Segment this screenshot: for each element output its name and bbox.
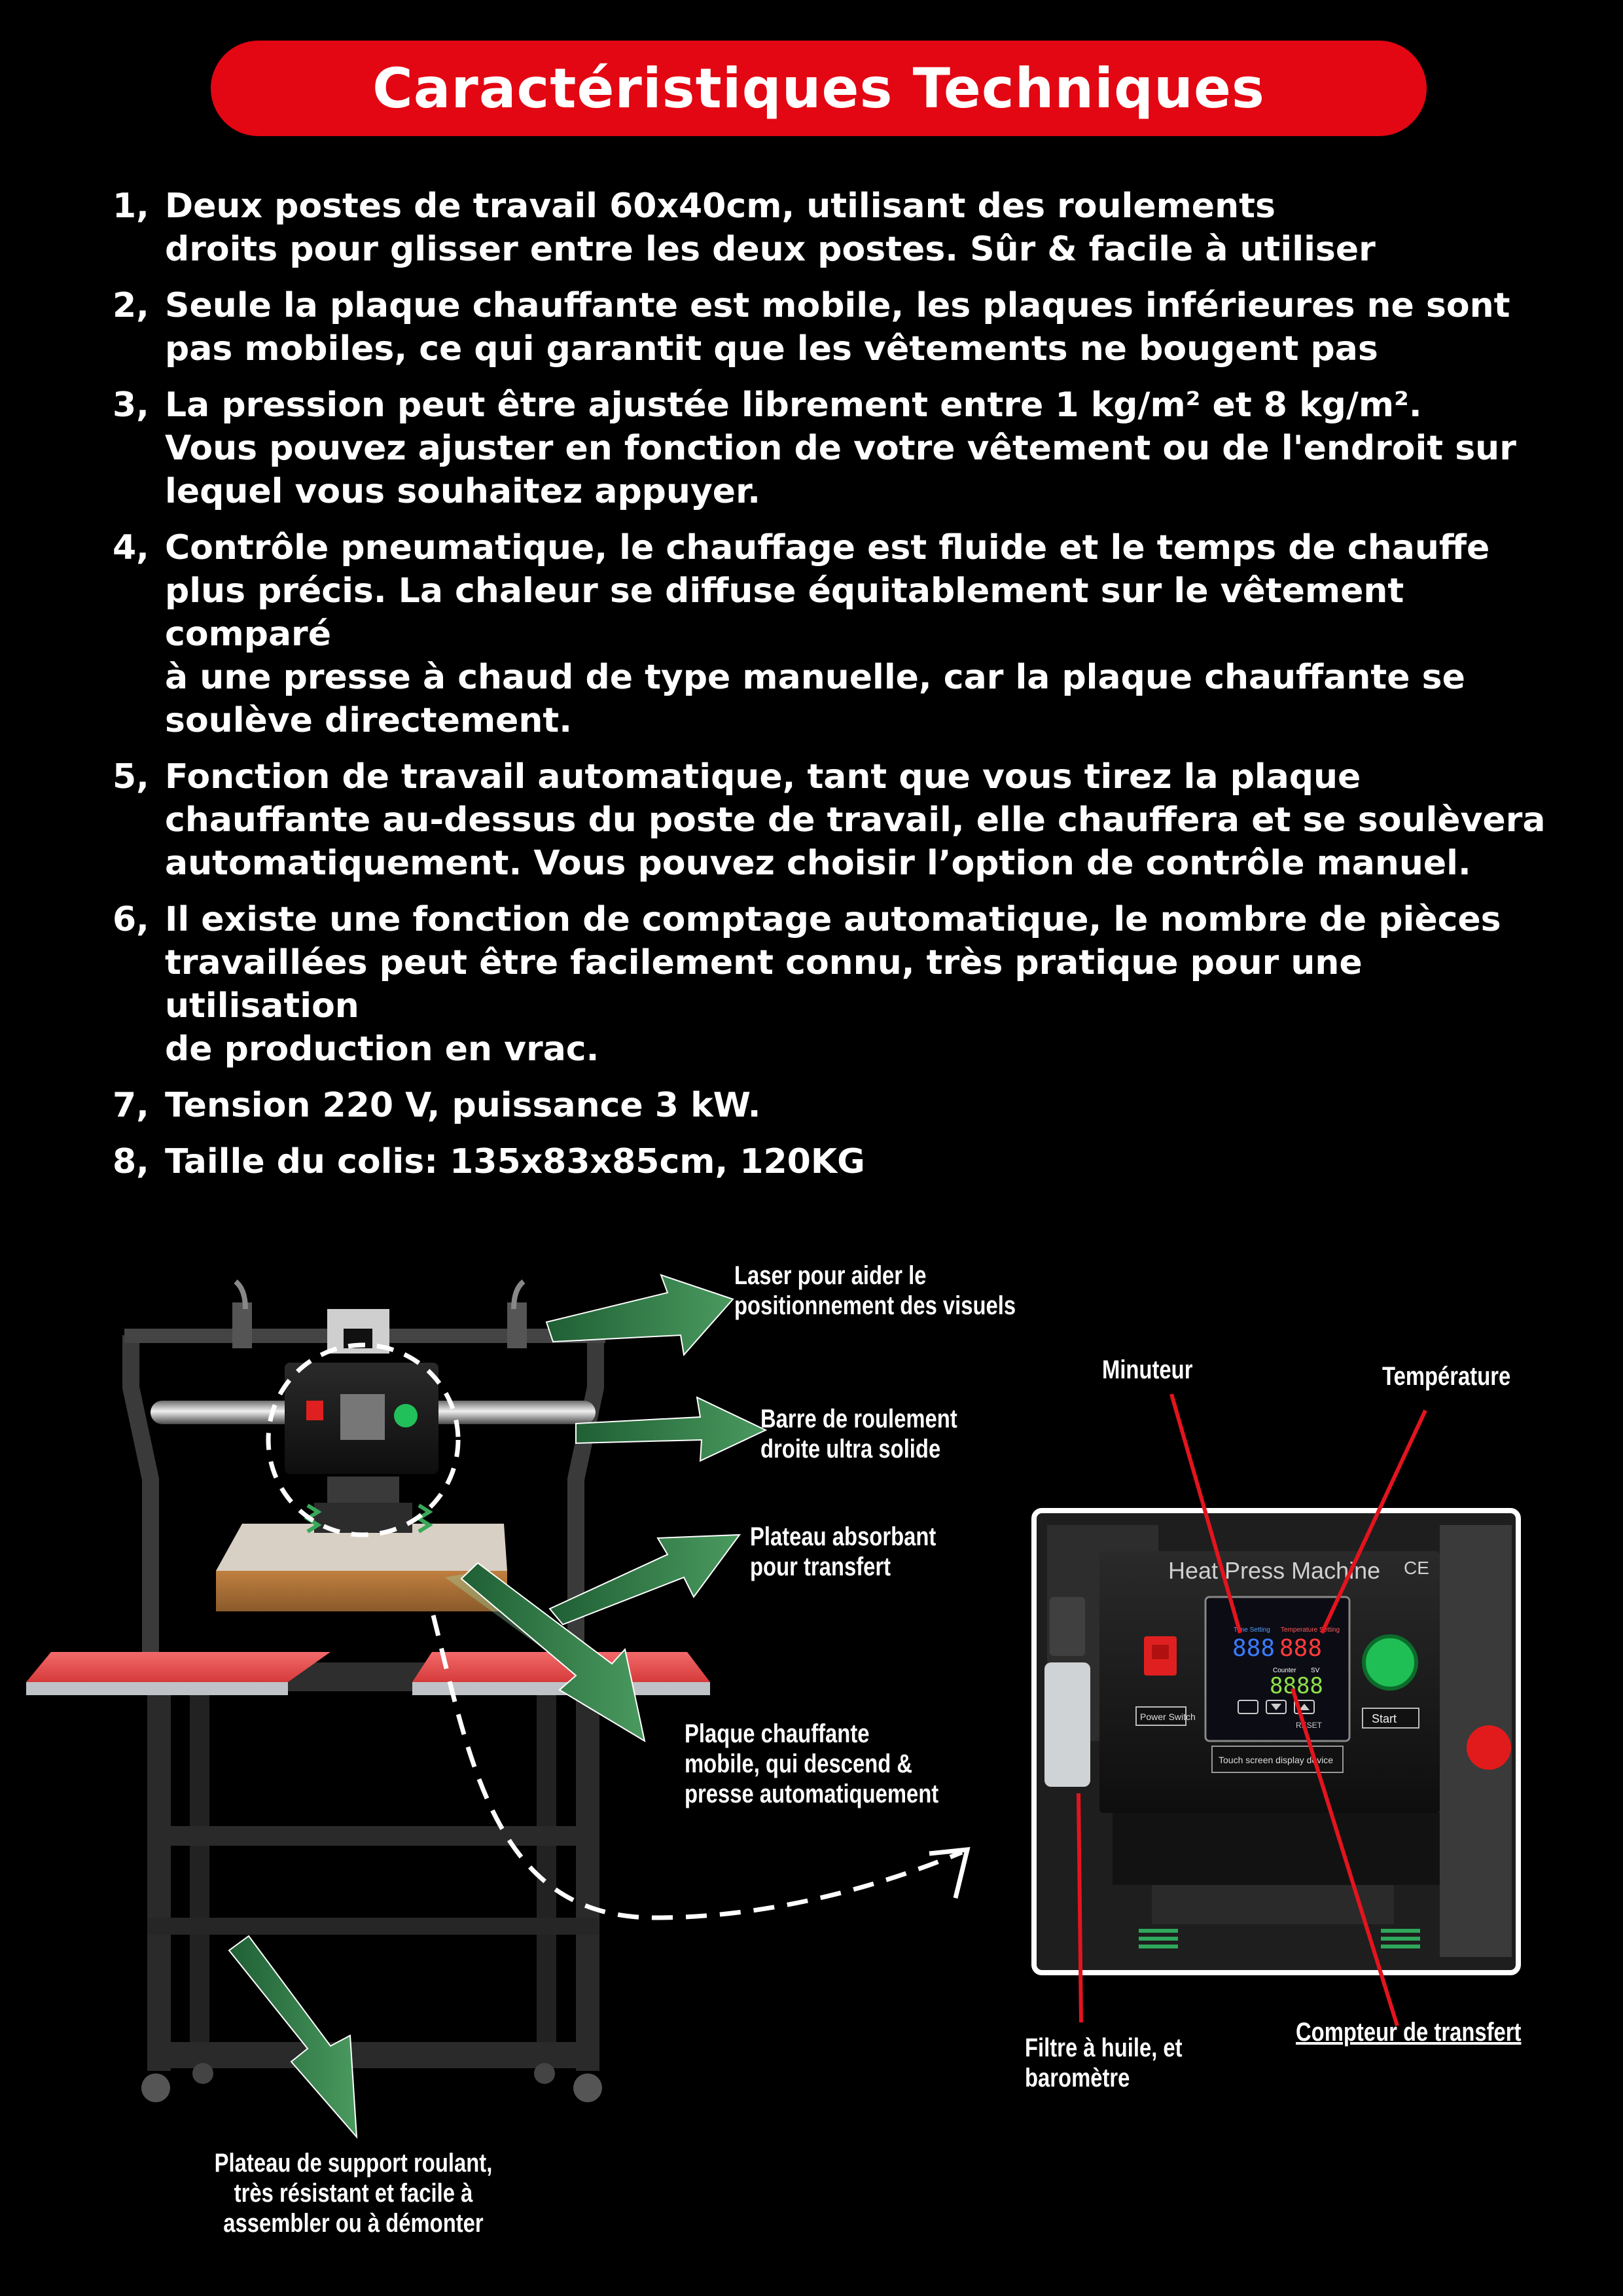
time-setting-label: Time Setting — [1234, 1626, 1270, 1634]
label-temperature: Température — [1382, 1362, 1511, 1391]
arrow-support — [229, 1936, 357, 2137]
label-laser: Laser pour aider le positionnement des visuels — [734, 1261, 1016, 1320]
emergency-stop-icon — [1467, 1725, 1511, 1770]
spec-number: 5, — [113, 757, 149, 797]
spec-text: Tension 220 V, puissance 3 kW. — [165, 1086, 761, 1125]
time-digits: 888 — [1232, 1635, 1275, 1662]
temp-digits: 888 — [1279, 1635, 1323, 1662]
spec-text: Seule la plaque chauffante est mobile, les plaques inférieures ne sont pas mobiles, ce qui garantit que les vêtements ne bougent pas — [165, 286, 1510, 368]
spec-number: 1, — [113, 187, 149, 226]
display-label: Touch screen display device — [1219, 1755, 1334, 1765]
reset-label: RESET — [1296, 1721, 1323, 1730]
spec-text: Contrôle pneumatique, le chauffage est fluide et le temps de chauffe plus précis. La chaleur se diffuse équitablement sur le vêtement comparé à une presse à chaud de type manuelle, car la plaque chauffante se soulève directement. — [165, 528, 1490, 740]
label-plateau: Plateau absorbant pour transfert — [750, 1522, 936, 1581]
counter-label: Counter — [1273, 1667, 1296, 1674]
start-button-icon — [1364, 1636, 1416, 1689]
label-compteur: Compteur de transfert — [1296, 2018, 1522, 2047]
zoom-panel-title: Heat Press Machine — [1168, 1557, 1381, 1584]
label-filtre: Filtre à huile, et baromètre — [1025, 2034, 1183, 2092]
page-title: Caractéristiques Techniques — [372, 56, 1265, 120]
spec-text: Il existe une fonction de comptage automatique, le nombre de pièces travaillées peut être facilement connu, très pratique pour une utilisation de production en vrac. — [165, 900, 1501, 1069]
label-bar: Barre de roulement droite ultra solide — [760, 1405, 957, 1463]
spec-number: 7, — [113, 1086, 149, 1125]
start-label: Start — [1372, 1712, 1397, 1725]
spec-text: Deux postes de travail 60x40cm, utilisant des roulements droits pour glisser entre les deux postes. Sûr & facile à utiliser — [165, 187, 1376, 269]
spec-text: Taille du colis: 135x83x85cm, 120KG — [165, 1142, 865, 1181]
label-plaque: Plaque chauffante mobile, qui descend & presse automatiquement — [685, 1719, 939, 1808]
control-panel-zoom — [1034, 1511, 1518, 1973]
spec-number: 8, — [113, 1142, 149, 1181]
spec-number: 6, — [113, 900, 149, 939]
label-support: Plateau de support roulant, très résistant et facile à assembler ou à démonter — [214, 2149, 493, 2238]
spec-number: 4, — [113, 528, 149, 567]
sv-label: SV — [1311, 1667, 1320, 1674]
spec-text: La pression peut être ajustée librement entre 1 kg/m² et 8 kg/m². Vous pouvez ajuster en fonction de votre vêtement ou de l'endroit sur lequel vous souhaitez appuyer. — [165, 386, 1516, 511]
spec-number: 2, — [113, 286, 149, 325]
ce-mark: CE — [1404, 1558, 1429, 1578]
spec-number: 3, — [113, 386, 149, 425]
temp-setting-label: Temperature Setting — [1281, 1626, 1340, 1634]
label-minuteur: Minuteur — [1102, 1355, 1193, 1384]
arrow-bar — [576, 1397, 766, 1461]
spec-text: Fonction de travail automatique, tant que vous tirez la plaque chauffante au-dessus du poste de travail, elle chauffera et se soulèvera automatiquement. Vous pouvez choisir l’option de contrôle manuel. — [165, 757, 1546, 883]
oil-filter-icon — [1044, 1662, 1090, 1787]
power-switch-label: Power Switch — [1140, 1712, 1196, 1722]
counter-digits: 8888 — [1270, 1673, 1323, 1699]
